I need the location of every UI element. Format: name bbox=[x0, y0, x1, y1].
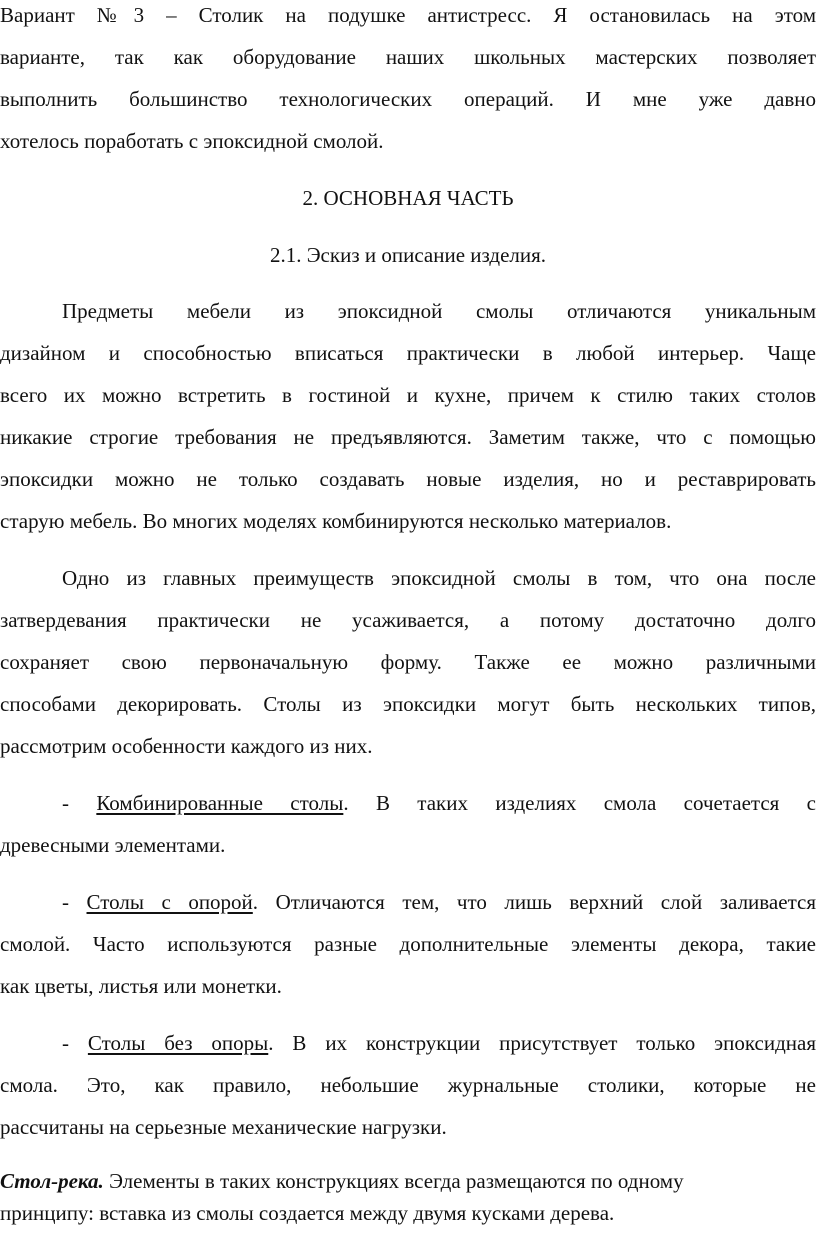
list-dash: - bbox=[62, 791, 97, 815]
paragraph1-line-1: Предметы мебели из эпоксидной смолы отличаются уникальным bbox=[62, 299, 816, 323]
list-item-supported-tables-line-3: как цветы, листья или монетки. bbox=[0, 974, 282, 998]
list-item-unsupported-tables-line-2: смола. Это, как правило, небольшие журнальные столики, которые не bbox=[0, 1073, 816, 1097]
river-table-line-1 bbox=[0, 1166, 816, 1196]
list-dash: - bbox=[62, 1031, 88, 1055]
paragraph2-line-4: способами декорировать. Столы из эпоксидки могут быть нескольких типов, bbox=[0, 692, 816, 716]
paragraph1-line-5: эпоксидки можно не только создавать новые изделия, но и реставрировать bbox=[0, 467, 816, 491]
list-item-combined-tables-line-2: древесными элементами. bbox=[0, 833, 226, 857]
intro-line-4: хотелось поработать с эпоксидной смолой. bbox=[0, 129, 384, 153]
paragraph1-line-3: всего их можно встретить в гостиной и кухне, причем к стилю таких столов bbox=[0, 383, 816, 407]
list-dash: - bbox=[62, 890, 87, 914]
intro-line-3: выполнить большинство технологических операций. И мне уже давно bbox=[0, 87, 816, 111]
paragraph2-line-2: затвердевания практически не усаживается, а потому достаточно долго bbox=[0, 608, 816, 632]
paragraph1-line-2: дизайном и способностью вписаться практически в любой интерьер. Чаще bbox=[0, 341, 816, 365]
paragraph1-line-6: старую мебель. Во многих моделях комбинируются несколько материалов. bbox=[0, 509, 672, 533]
river-table-line-2: принципу: вставка из смолы создается между двумя кусками дерева. bbox=[0, 1201, 615, 1225]
list-item-supported-tables bbox=[62, 887, 816, 917]
paragraph2-line-5: рассмотрим особенности каждого из них. bbox=[0, 734, 373, 758]
list-item-supported-tables-line-2: смолой. Часто используются разные дополнительные элементы декора, такие bbox=[0, 932, 816, 956]
list-item-text: . В таких изделиях смола сочетается с bbox=[343, 791, 816, 815]
term-supported-tables: Столы с опорой bbox=[86, 890, 253, 914]
list-item-text: . Отличаются тем, что лишь верхний слой заливается bbox=[252, 890, 816, 914]
paragraph2-line-1: Одно из главных преимуществ эпоксидной смолы в том, что она после bbox=[62, 566, 816, 590]
intro-line-2: варианте, так как оборудование наших школьных мастерских позволяет bbox=[0, 45, 816, 69]
river-table-text: Элементы в таких конструкциях всегда размещаются по одному bbox=[103, 1169, 684, 1193]
section-heading: 2. ОСНОВНАЯ ЧАСТЬ bbox=[302, 186, 514, 210]
paragraph1-line-4: никакие строгие требования не предъявляются. Заметим также, что с помощью bbox=[0, 425, 816, 449]
list-item-unsupported-tables bbox=[62, 1028, 816, 1058]
list-item-text: . В их конструкции присутствует только эпоксидная bbox=[268, 1031, 816, 1055]
list-item-combined-tables bbox=[62, 788, 816, 818]
list-item-unsupported-tables-line-3: рассчитаны на серьезные механические нагрузки. bbox=[0, 1115, 447, 1139]
term-river-table: Стол-река. bbox=[0, 1169, 104, 1193]
term-combined-tables: Комбинированные столы bbox=[96, 791, 344, 815]
term-unsupported-tables: Столы без опоры bbox=[87, 1031, 269, 1055]
paragraph2-line-3: сохраняет свою первоначальную форму. Также ее можно различными bbox=[0, 650, 816, 674]
subsection-heading: 2.1. Эскиз и описание изделия. bbox=[269, 243, 547, 267]
intro-line-1: Вариант №3 – Столик на подушке антистресс. Я остановилась на этом bbox=[0, 3, 816, 27]
